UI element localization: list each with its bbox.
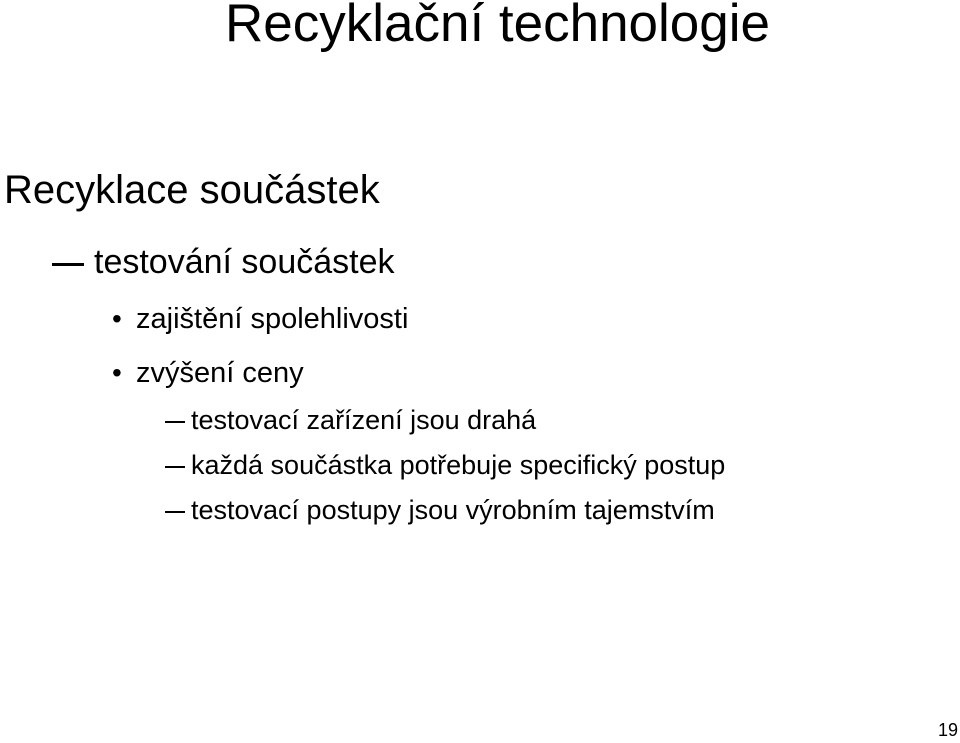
list-item-level3: testovací postupy jsou výrobním tajemstvím	[191, 495, 715, 525]
list-item-level2: zvýšení ceny	[136, 357, 304, 389]
list-item-level3: každá součástka potřebuje specifický postup	[191, 450, 726, 480]
dash-marker	[52, 263, 84, 266]
bullet-marker: •	[112, 357, 122, 388]
dash-marker	[165, 511, 185, 513]
bullet-marker: •	[112, 303, 122, 334]
slide-title: Recyklační technologie	[224, 0, 771, 53]
list-item-level3: testovací zařízení jsou drahá	[191, 405, 537, 435]
list-item-level1: testování součástek	[94, 243, 395, 281]
page-number: 19	[937, 720, 958, 740]
list-item-level2: zajištění spolehlivosti	[136, 303, 409, 335]
dash-marker	[165, 466, 185, 468]
section-heading: Recyklace součástek	[4, 168, 380, 212]
dash-marker	[165, 421, 185, 423]
